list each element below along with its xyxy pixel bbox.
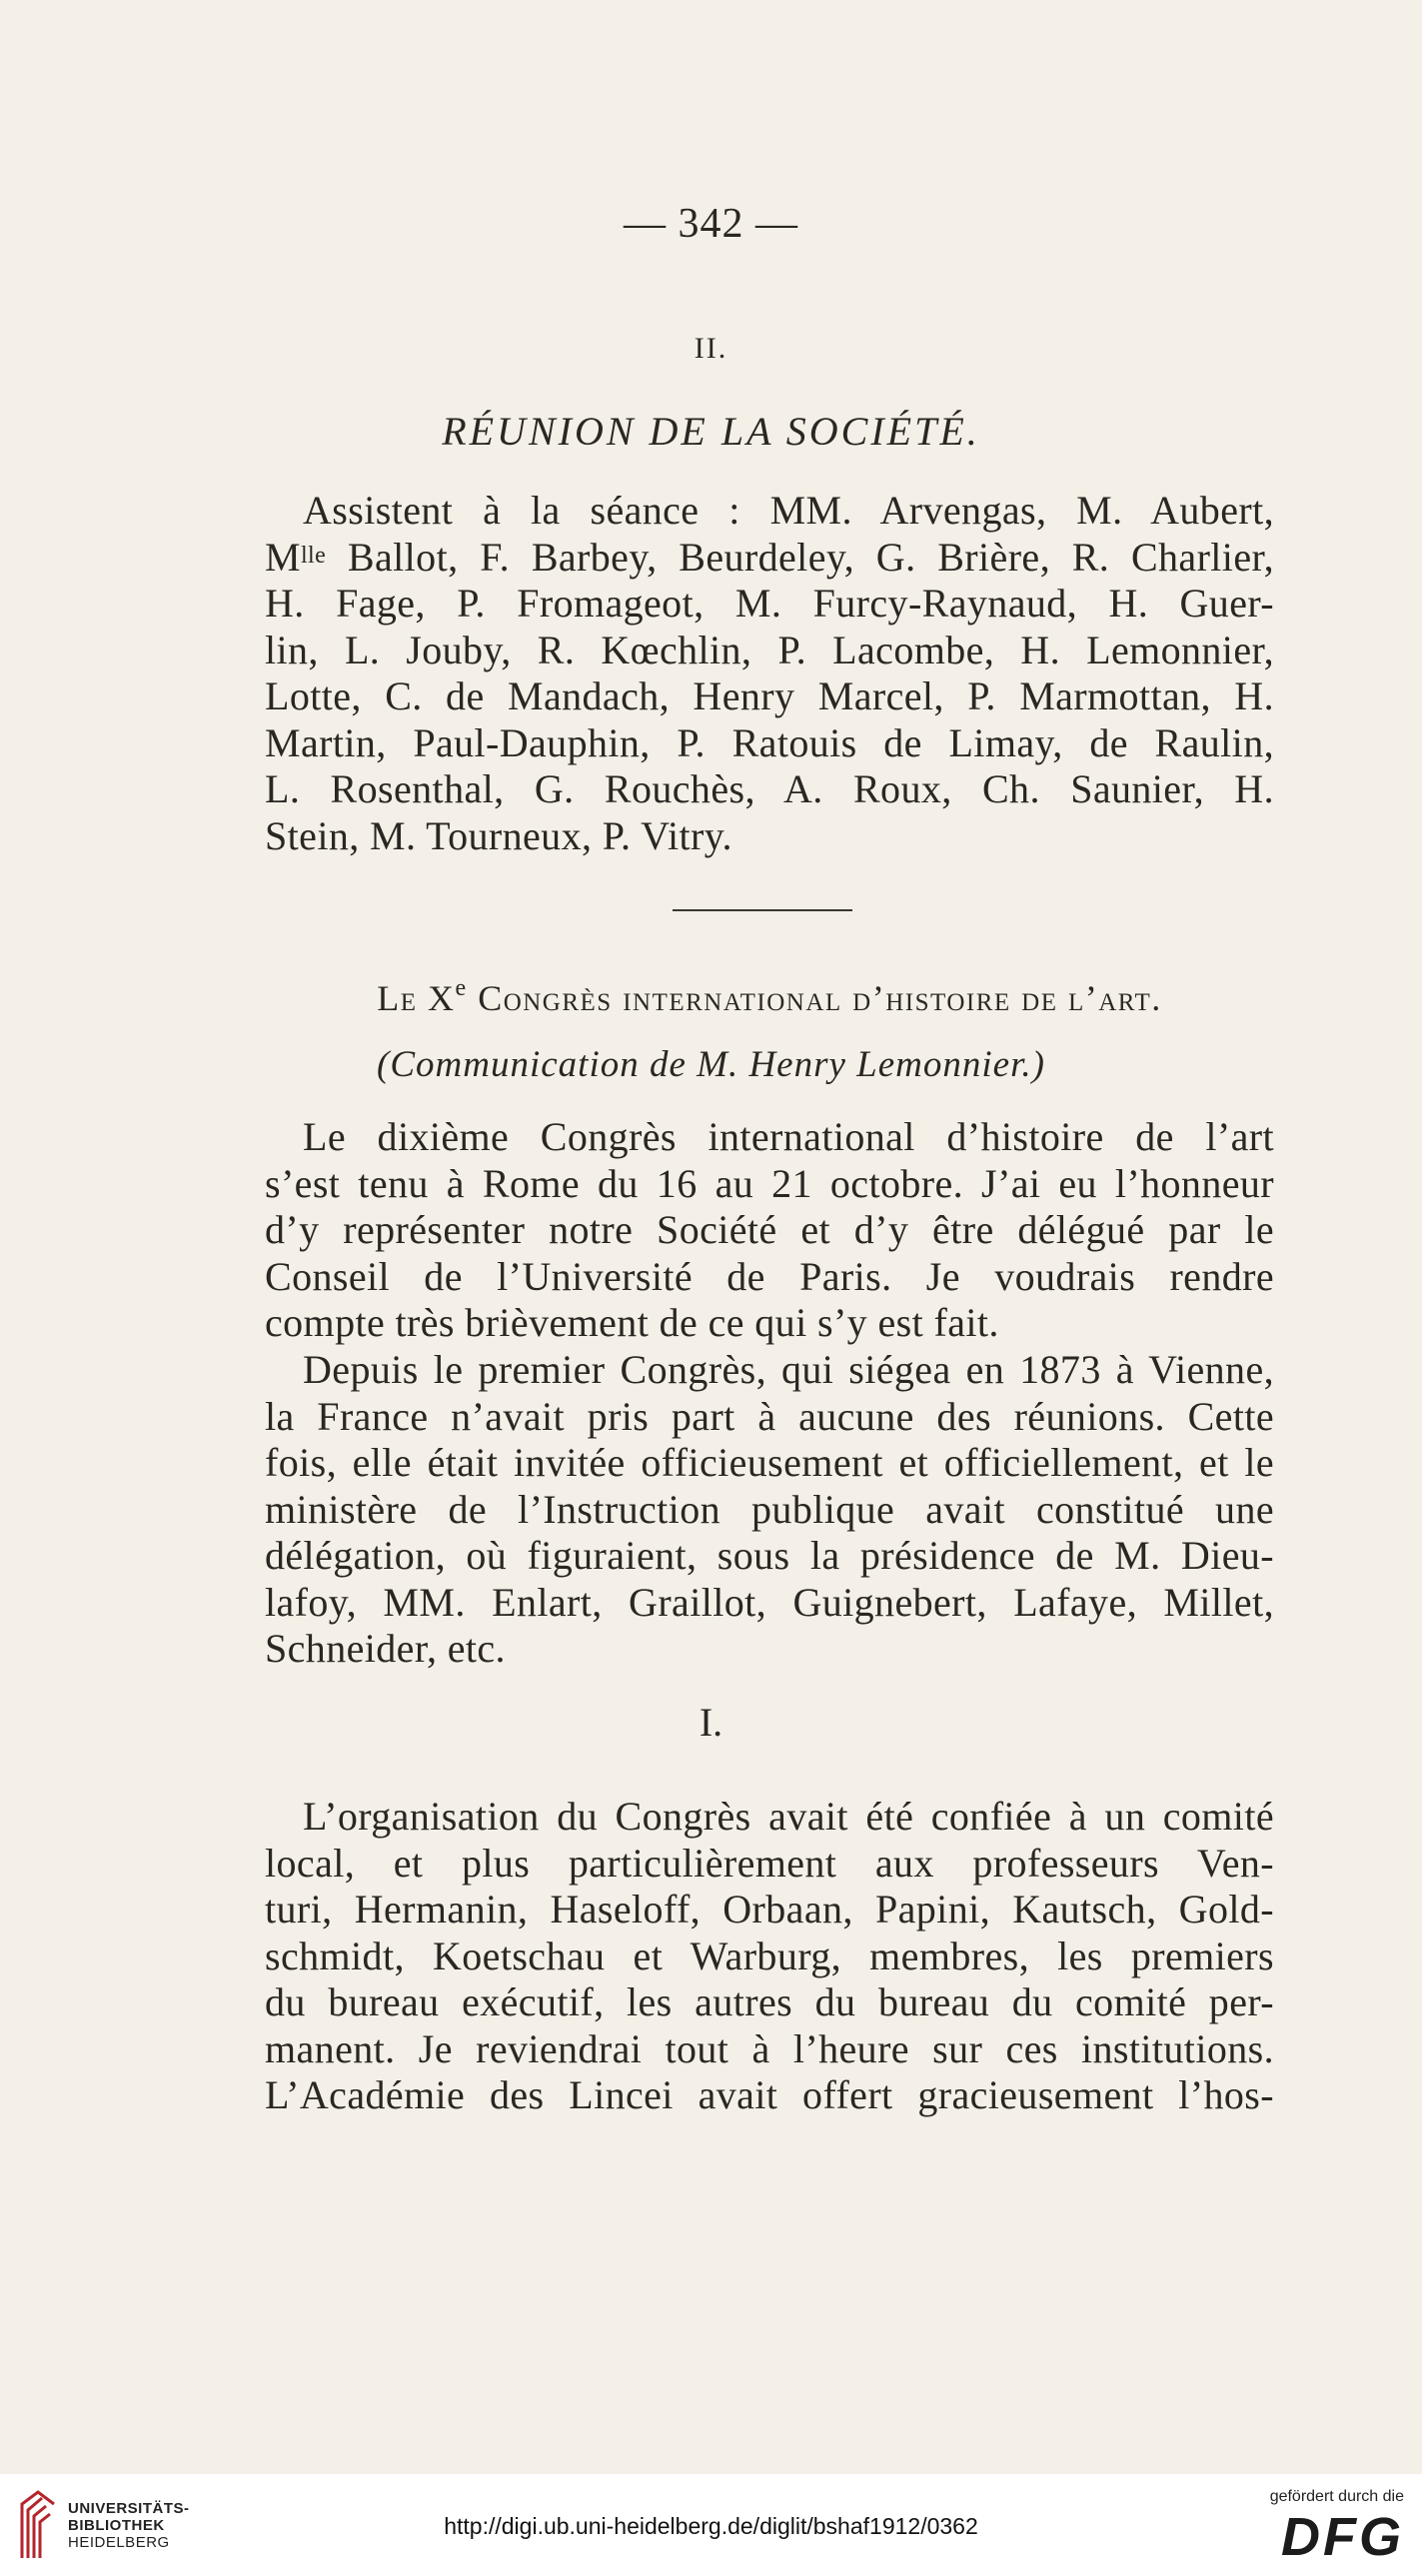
text-line: Depuis le premier Congrès, qui siégea en 1873 à Vienne, xyxy=(303,1347,1274,1392)
funding-note: gefördert durch die xyxy=(1269,2488,1404,2505)
text-line: schmidt, Koetschau et Warburg, membres, les premiers xyxy=(265,1932,1274,1978)
communication-byline: (Communication de M. Henry Lemonnier.) xyxy=(377,1044,1045,1085)
text-line: ministère de l’Instruction publique avait constitué une xyxy=(265,1486,1274,1532)
text-line: manent. Je reviendrai tout à l’heure sur ces institutions. xyxy=(265,2025,1274,2071)
text-line: Stein, M. Tourneux, P. Vitry. xyxy=(265,812,732,858)
text-line: Martin, Paul-Dauphin, P. Ratouis de Limay, de Raulin, xyxy=(265,719,1274,765)
text-line: Schneider, etc. xyxy=(265,1626,506,1671)
body-paragraph-2 xyxy=(265,1347,1274,1673)
subsection-number: I. xyxy=(699,1700,723,1745)
text-line: du bureau exécutif, les autres du bureau du comité per- xyxy=(265,1979,1274,2024)
text-line: turi, Hermanin, Haseloff, Orbaan, Papini, Kautsch, Gold- xyxy=(265,1887,1274,1932)
text-line: $M^{lle}$ Ballot, F. Barbey, Beurdeley, G. Brière, R. Charlier, xyxy=(265,534,1274,580)
text-line: fois, elle était invitée officieusement et officiellement, et le xyxy=(265,1440,1274,1485)
text-line: L. Rosenthal, G. Rouchès, A. Roux, Ch. Saunier, H. xyxy=(265,766,1274,811)
dfg-logo-icon: DFG xyxy=(1281,2507,1404,2567)
attendance-paragraph xyxy=(265,488,1274,859)
text-line: local, et plus particulièrement aux professeurs Ven- xyxy=(265,1840,1274,1886)
text-line: lin, L. Jouby, R. Kœchlin, P. Lacombe, H. Lemonnier, xyxy=(265,627,1274,672)
text-line: s’est tenu à Rome du 16 au 21 octobre. J’ai eu l’honneur xyxy=(265,1160,1274,1206)
page-number: — 342 — xyxy=(624,201,798,247)
text-line: lafoy, MM. Enlart, Graillot, Guignebert, Lafaye, Millet, xyxy=(265,1579,1274,1625)
text-line: la France n’avait pris part à aucune des réunions. Cette xyxy=(265,1393,1274,1439)
text-line: Conseil de l’Université de Paris. Je voudrais rendre xyxy=(265,1253,1274,1299)
text-line: compte très brièvement de ce qui s’y est fait. xyxy=(265,1300,999,1345)
body-paragraph-3 xyxy=(265,1794,1274,2119)
text-line: d’y représenter notre Société et d’y être délégué par le xyxy=(265,1207,1274,1252)
text-line: Le dixième Congrès international d’histoire de l’art xyxy=(303,1114,1274,1159)
library-name: UNIVERSITÄTS- BIBLIOTHEK HEIDELBERG xyxy=(68,2500,190,2551)
divider-rule xyxy=(673,909,852,911)
text-line: délégation, où figuraient, sous la présidence de M. Dieu- xyxy=(265,1533,1274,1578)
text-line: L’organisation du Congrès avait été confiée à un comité xyxy=(303,1794,1274,1839)
section-number: II. xyxy=(694,332,728,365)
section-title: RÉUNION DE LA SOCIÉTÉ. xyxy=(442,409,980,454)
text-line: L’Académie des Lincei avait offert gracieusement l’hos- xyxy=(265,2072,1274,2117)
body-paragraph-1 xyxy=(265,1114,1274,1347)
congress-title: Le Xe Congrès international d’histoire de l’art. xyxy=(377,975,1162,1018)
permalink[interactable]: http://digi.ub.uni-heidelberg.de/diglit/bshaf1912/0362 xyxy=(444,2513,978,2539)
text-line: Lotte, C. de Mandach, Henry Marcel, P. Marmottan, H. xyxy=(265,673,1274,718)
text-line: H. Fage, P. Fromageot, M. Furcy-Raynaud, H. Guer- xyxy=(265,581,1274,626)
text-line: Assistent à la séance : MM. Arvengas, M. Aubert, xyxy=(303,488,1274,533)
